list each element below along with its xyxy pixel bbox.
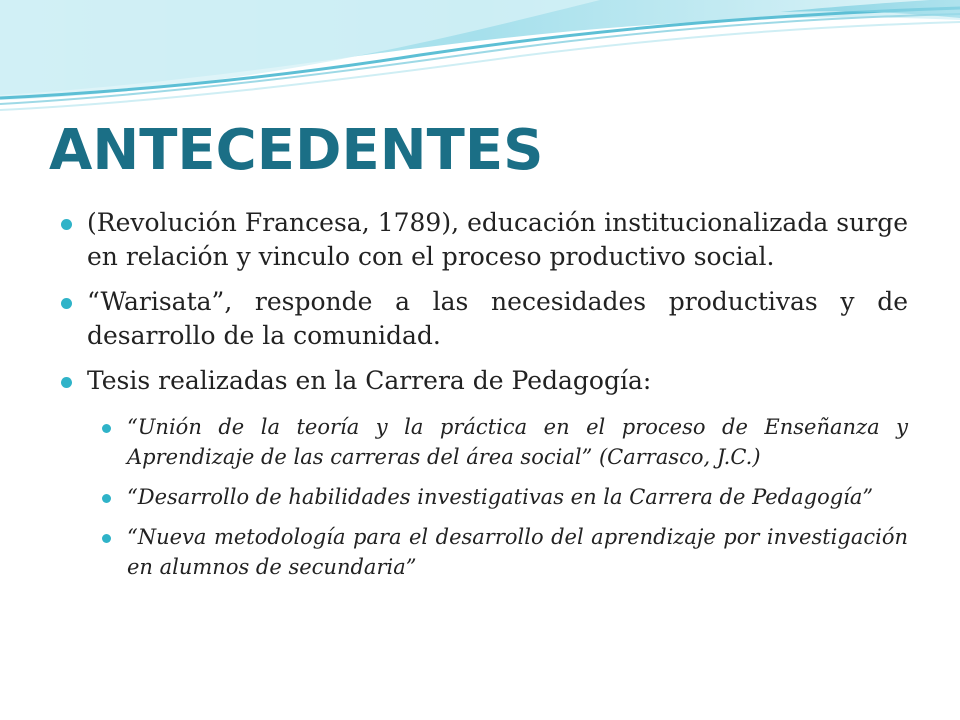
sub-bullet-text: “Nueva metodología para el desarrollo del aprendizaje por investigación en alumnos de secundaria” [127, 525, 908, 579]
bullet-text: Tesis realizadas en la Carrera de Pedagogía: [87, 366, 652, 395]
bullet-dot-icon [61, 219, 72, 230]
sub-bullet-dot-icon [102, 424, 111, 433]
sub-bullet-dot-icon [102, 494, 111, 503]
bullet-item [60, 206, 908, 274]
bullet-item [60, 364, 908, 398]
bullet-item [60, 285, 908, 353]
sub-bullet-item [100, 522, 908, 582]
bullet-text: (Revolución Francesa, 1789), educación institucionalizada surge en relación y vinculo con el proceso productivo social. [87, 208, 908, 271]
sub-bullet-item [100, 412, 908, 472]
sub-bullet-text: “Unión de la teoría y la práctica en el proceso de Enseñanza y Aprendizaje de las carreras del área social” (Carrasco, J.C.) [127, 415, 908, 469]
bullet-dot-icon [61, 377, 72, 388]
sub-bullet-item [100, 482, 908, 512]
slide-title: ANTECEDENTES [49, 118, 544, 183]
bullet-dot-icon [61, 298, 72, 309]
bullet-text: “Warisata”, responde a las necesidades productivas y de desarrollo de la comunidad. [87, 287, 908, 350]
sub-bullet-dot-icon [102, 534, 111, 543]
sub-bullet-text: “Desarrollo de habilidades investigativas en la Carrera de Pedagogía” [127, 485, 874, 509]
slide-content [60, 206, 908, 592]
